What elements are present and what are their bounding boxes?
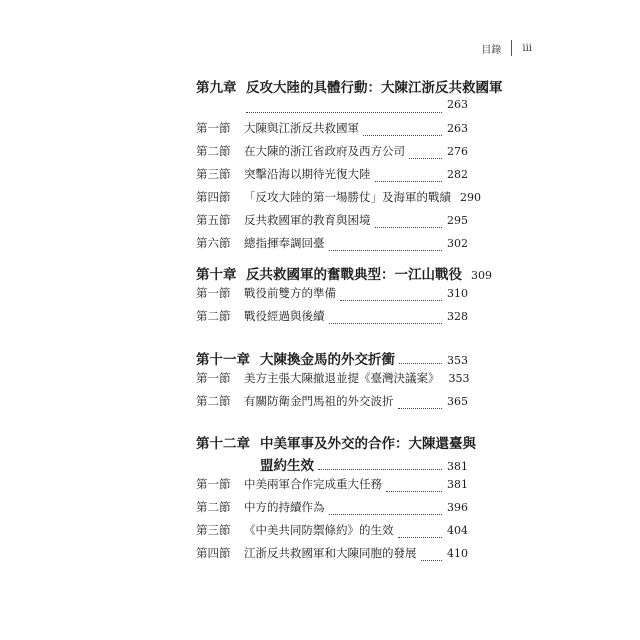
chapter-page-row[interactable] [196,454,468,476]
page-number: 295 [447,214,468,227]
section-row[interactable] [196,545,468,568]
section-row[interactable] [196,120,468,143]
header-title: 目錄 [481,44,502,56]
chapter-title-continued: 盟約生效 [260,458,314,474]
chapter-number: 第十二章 [196,436,250,452]
section-row[interactable] [196,308,468,331]
page-number: 310 [447,287,468,300]
page-number: 404 [447,524,468,537]
section-title: 總指揮奉調回臺 [244,236,325,250]
page-number: 410 [447,547,468,560]
page-number: 282 [447,168,468,181]
section-title: 「反攻大陸的第一場勝仗」及海軍的戰績 [244,190,451,204]
section-number: 第二節 [196,144,231,158]
section-number: 第一節 [196,477,231,491]
page-number: 365 [447,395,468,408]
page-number: 263 [447,122,468,135]
chapter-title: 反共救國軍的奮戰典型：一江山戰役 [246,267,462,283]
section-title: 有關防衛金門馬祖的外交波折 [244,394,394,408]
section-number: 第一節 [196,121,231,135]
dot-leader [398,536,443,538]
chapter-title: 反攻大陸的具體行動：大陳江浙反共救國軍 [246,80,503,96]
page-number: 276 [447,145,468,158]
dot-leader [318,468,442,470]
section-number: 第二節 [196,500,231,514]
page-number: 263 [447,98,468,111]
section-number: 第一節 [196,286,231,300]
dot-leader [246,111,442,113]
chapter-title: 大陳換金馬的外交折衝 [260,352,395,368]
page-number: 290 [460,191,481,204]
dot-leader [375,180,443,182]
section-number: 第五節 [196,213,231,227]
dot-leader [363,134,442,136]
dot-leader [375,226,443,228]
section-title: 中美兩軍合作完成重大任務 [244,477,382,491]
section-number: 第四節 [196,546,231,560]
section-title: 反共救國軍的教育與困境 [244,213,371,227]
page-number: 328 [447,310,468,323]
chapter-12 [196,432,476,568]
section-number: 第六節 [196,236,231,250]
section-row[interactable] [196,393,468,416]
section-number: 第二節 [196,309,231,323]
section-row[interactable] [196,212,468,235]
chapter-page-row[interactable] [196,98,468,120]
section-number: 第三節 [196,167,231,181]
dot-leader [409,157,442,159]
chapter-9 [196,76,503,258]
section-row[interactable] [196,499,468,522]
page-number: 381 [447,460,468,473]
chapter-heading[interactable] [196,76,503,98]
page-number: 381 [447,478,468,491]
section-number: 第三節 [196,523,231,537]
section-row[interactable] [196,370,468,393]
section-title: 突擊沿海以期待光復大陸 [244,167,371,181]
page-number: 353 [448,372,470,385]
section-title: 美方主張大陳撤退並提《臺灣決議案》 [244,371,440,385]
chapter-10 [196,263,492,331]
dot-leader [421,559,443,561]
section-number: 第一節 [196,371,231,385]
page-number: 309 [471,269,492,282]
chapter-11 [196,348,468,416]
section-row[interactable] [196,189,481,212]
header-divider [511,40,512,56]
section-title: 江浙反共救國軍和大陳同胞的發展 [244,546,417,560]
running-header [481,40,532,56]
section-title: 在大陳的浙江省政府及西方公司 [244,144,405,158]
chapter-heading[interactable] [196,263,492,285]
section-row[interactable] [196,166,468,189]
section-row[interactable] [196,143,468,166]
page-number: 396 [447,501,468,514]
header-page-number: iii [522,42,532,54]
chapter-number: 第十章 [196,267,237,283]
section-row[interactable] [196,235,468,258]
dot-leader [340,299,442,301]
dot-leader [329,322,443,324]
chapter-number: 第十一章 [196,352,250,368]
page-number: 353 [447,354,468,367]
chapter-title: 中美軍事及外交的合作：大陳還臺與 [260,436,476,452]
section-row[interactable] [196,476,468,499]
section-title: 中方的持續作為 [244,500,325,514]
chapter-heading[interactable] [196,348,468,370]
chapter-heading[interactable] [196,432,476,454]
dot-leader [329,513,443,515]
section-title: 戰役經過與後續 [244,309,325,323]
dot-leader [329,249,443,251]
dot-leader [399,362,442,364]
section-row[interactable] [196,522,468,545]
section-title: 大陳與江浙反共救國軍 [244,121,359,135]
page-number: 302 [447,237,468,250]
section-row[interactable] [196,285,468,308]
dot-leader [386,490,442,492]
section-number: 第四節 [196,190,231,204]
section-number: 第二節 [196,394,231,408]
section-title: 戰役前雙方的準備 [244,286,336,300]
section-title: 《中美共同防禦條約》的生效 [244,523,394,537]
dot-leader [398,407,443,409]
chapter-number: 第九章 [196,80,237,96]
